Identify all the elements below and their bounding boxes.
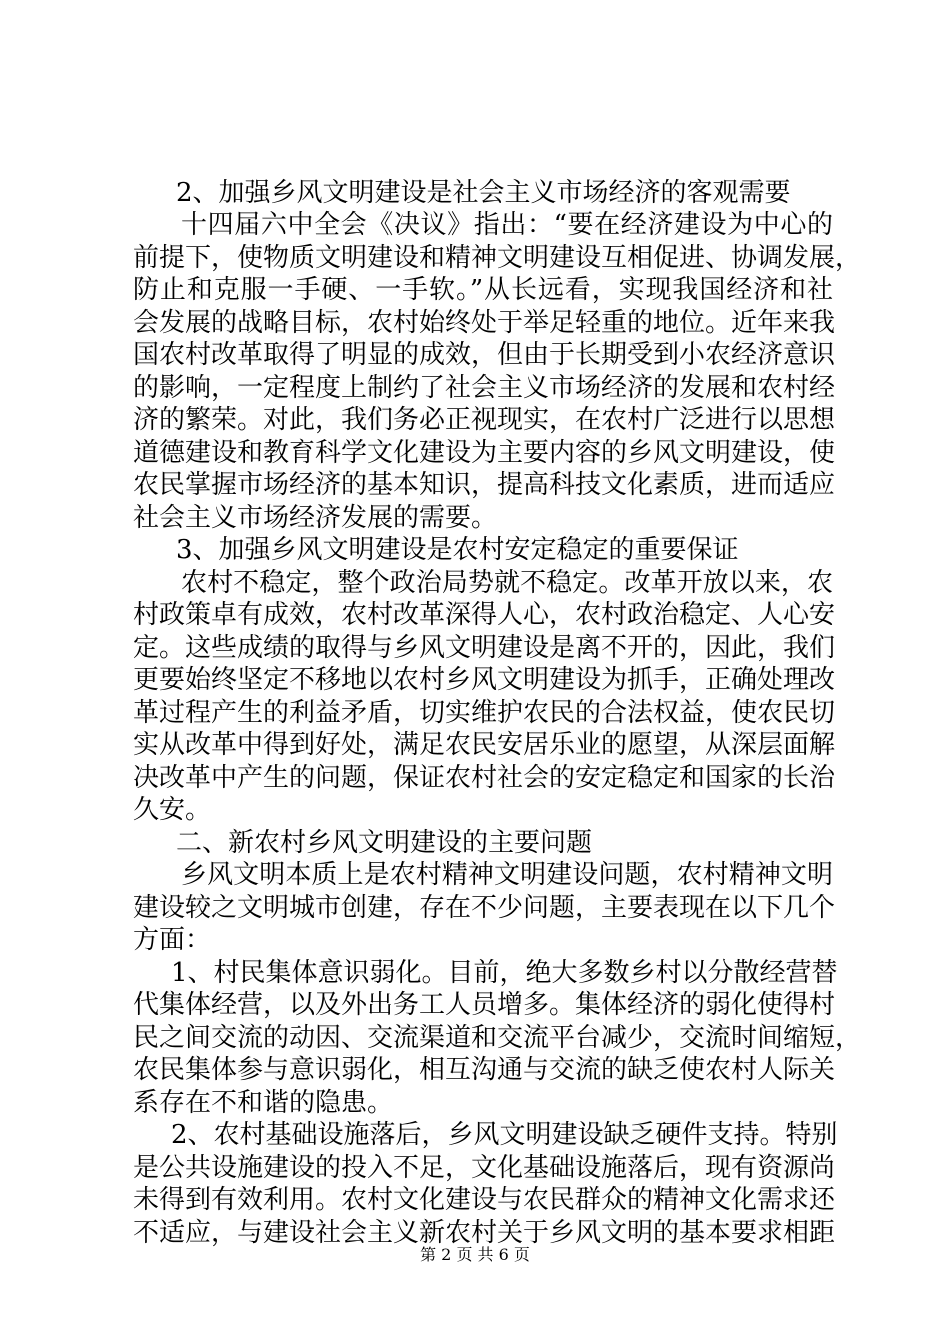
text-line: 的影响，一定程度上制约了社会主义市场经济的发展和农村经 bbox=[133, 373, 836, 403]
text-line: 道德建设和教育科学文化建设为主要内容的乡风文明建设，使 bbox=[133, 438, 836, 468]
text-line: 实从改革中得到好处，满足农民安居乐业的愿望，从深层面解 bbox=[133, 730, 836, 760]
text-line: 2、农村基础设施落后，乡风文明建设缺乏硬件支持。特别 bbox=[171, 1120, 838, 1150]
text-line: 代集体经营，以及外出务工人员增多。集体经济的弱化使得村 bbox=[133, 990, 836, 1020]
text-line: 定。这些成绩的取得与乡风文明建设是离不开的，因此，我们 bbox=[133, 633, 836, 663]
heading-line: 3、加强乡风文明建设是农村安定稳定的重要保证 bbox=[176, 535, 739, 565]
text-line: 十四届六中全会《决议》指出：“要在经济建设为中心的 bbox=[181, 210, 833, 240]
text-line: 革过程产生的利益矛盾，切实维护农民的合法权益，使农民切 bbox=[133, 698, 836, 728]
text-line: 社会主义市场经济发展的需要。 bbox=[133, 503, 498, 533]
text-line: 村政策卓有成效，农村改革深得人心，农村政治稳定、人心安 bbox=[133, 600, 836, 630]
text-line: 是公共设施建设的投入不足，文化基础设施落后，现有资源尚 bbox=[133, 1153, 836, 1183]
text-line: 决改革中产生的问题，保证农村社会的安定稳定和国家的长治 bbox=[133, 763, 836, 793]
text-line: 1、村民集体意识弱化。目前，绝大多数乡村以分散经营替 bbox=[171, 958, 838, 988]
text-line: 乡风文明本质上是农村精神文明建设问题，农村精神文明 bbox=[181, 860, 833, 890]
heading-line: 2、加强乡风文明建设是社会主义市场经济的客观需要 bbox=[176, 178, 791, 208]
text-line: 农民掌握市场经济的基本知识，提高科技文化素质，进而适应 bbox=[133, 470, 836, 500]
text-line: 防止和克服一手硬、一手软。”从长远看，实现我国经济和社 bbox=[133, 275, 833, 305]
page-number-footer: 第 2 页 共 6 页 bbox=[420, 1245, 530, 1264]
text-line: 国农村改革取得了明显的成效，但由于长期受到小农经济意识 bbox=[133, 340, 836, 370]
text-line: 会发展的战略目标，农村始终处于举足轻重的地位。近年来我 bbox=[133, 308, 836, 338]
text-line: 不适应，与建设社会主义新农村关于乡风文明的基本要求相距 bbox=[133, 1218, 836, 1248]
text-line: 建设较之文明城市创建，存在不少问题，主要表现在以下几个 bbox=[133, 893, 836, 923]
text-line: 民之间交流的动因、交流渠道和交流平台减少，交流时间缩短， bbox=[133, 1023, 862, 1053]
heading-line: 二、新农村乡风文明建设的主要问题 bbox=[176, 828, 593, 858]
text-line: 久安。 bbox=[133, 795, 212, 825]
text-line: 农村不稳定，整个政治局势就不稳定。改革开放以来，农 bbox=[181, 568, 833, 598]
text-line: 未得到有效利用。农村文化建设与农民群众的精神文化需求还 bbox=[133, 1185, 836, 1215]
text-line: 农民集体参与意识弱化，相互沟通与交流的缺乏使农村人际关 bbox=[133, 1055, 836, 1085]
text-line: 济的繁荣。对此，我们务必正视现实，在农村广泛进行以思想 bbox=[133, 405, 836, 435]
text-line: 系存在不和谐的隐患。 bbox=[133, 1088, 394, 1118]
text-line: 方面： bbox=[133, 925, 212, 955]
text-line: 前提下，使物质文明建设和精神文明建设互相促进、协调发展， bbox=[133, 243, 862, 273]
text-line: 更要始终坚定不移地以农村乡风文明建设为抓手，正确处理改 bbox=[133, 665, 836, 695]
